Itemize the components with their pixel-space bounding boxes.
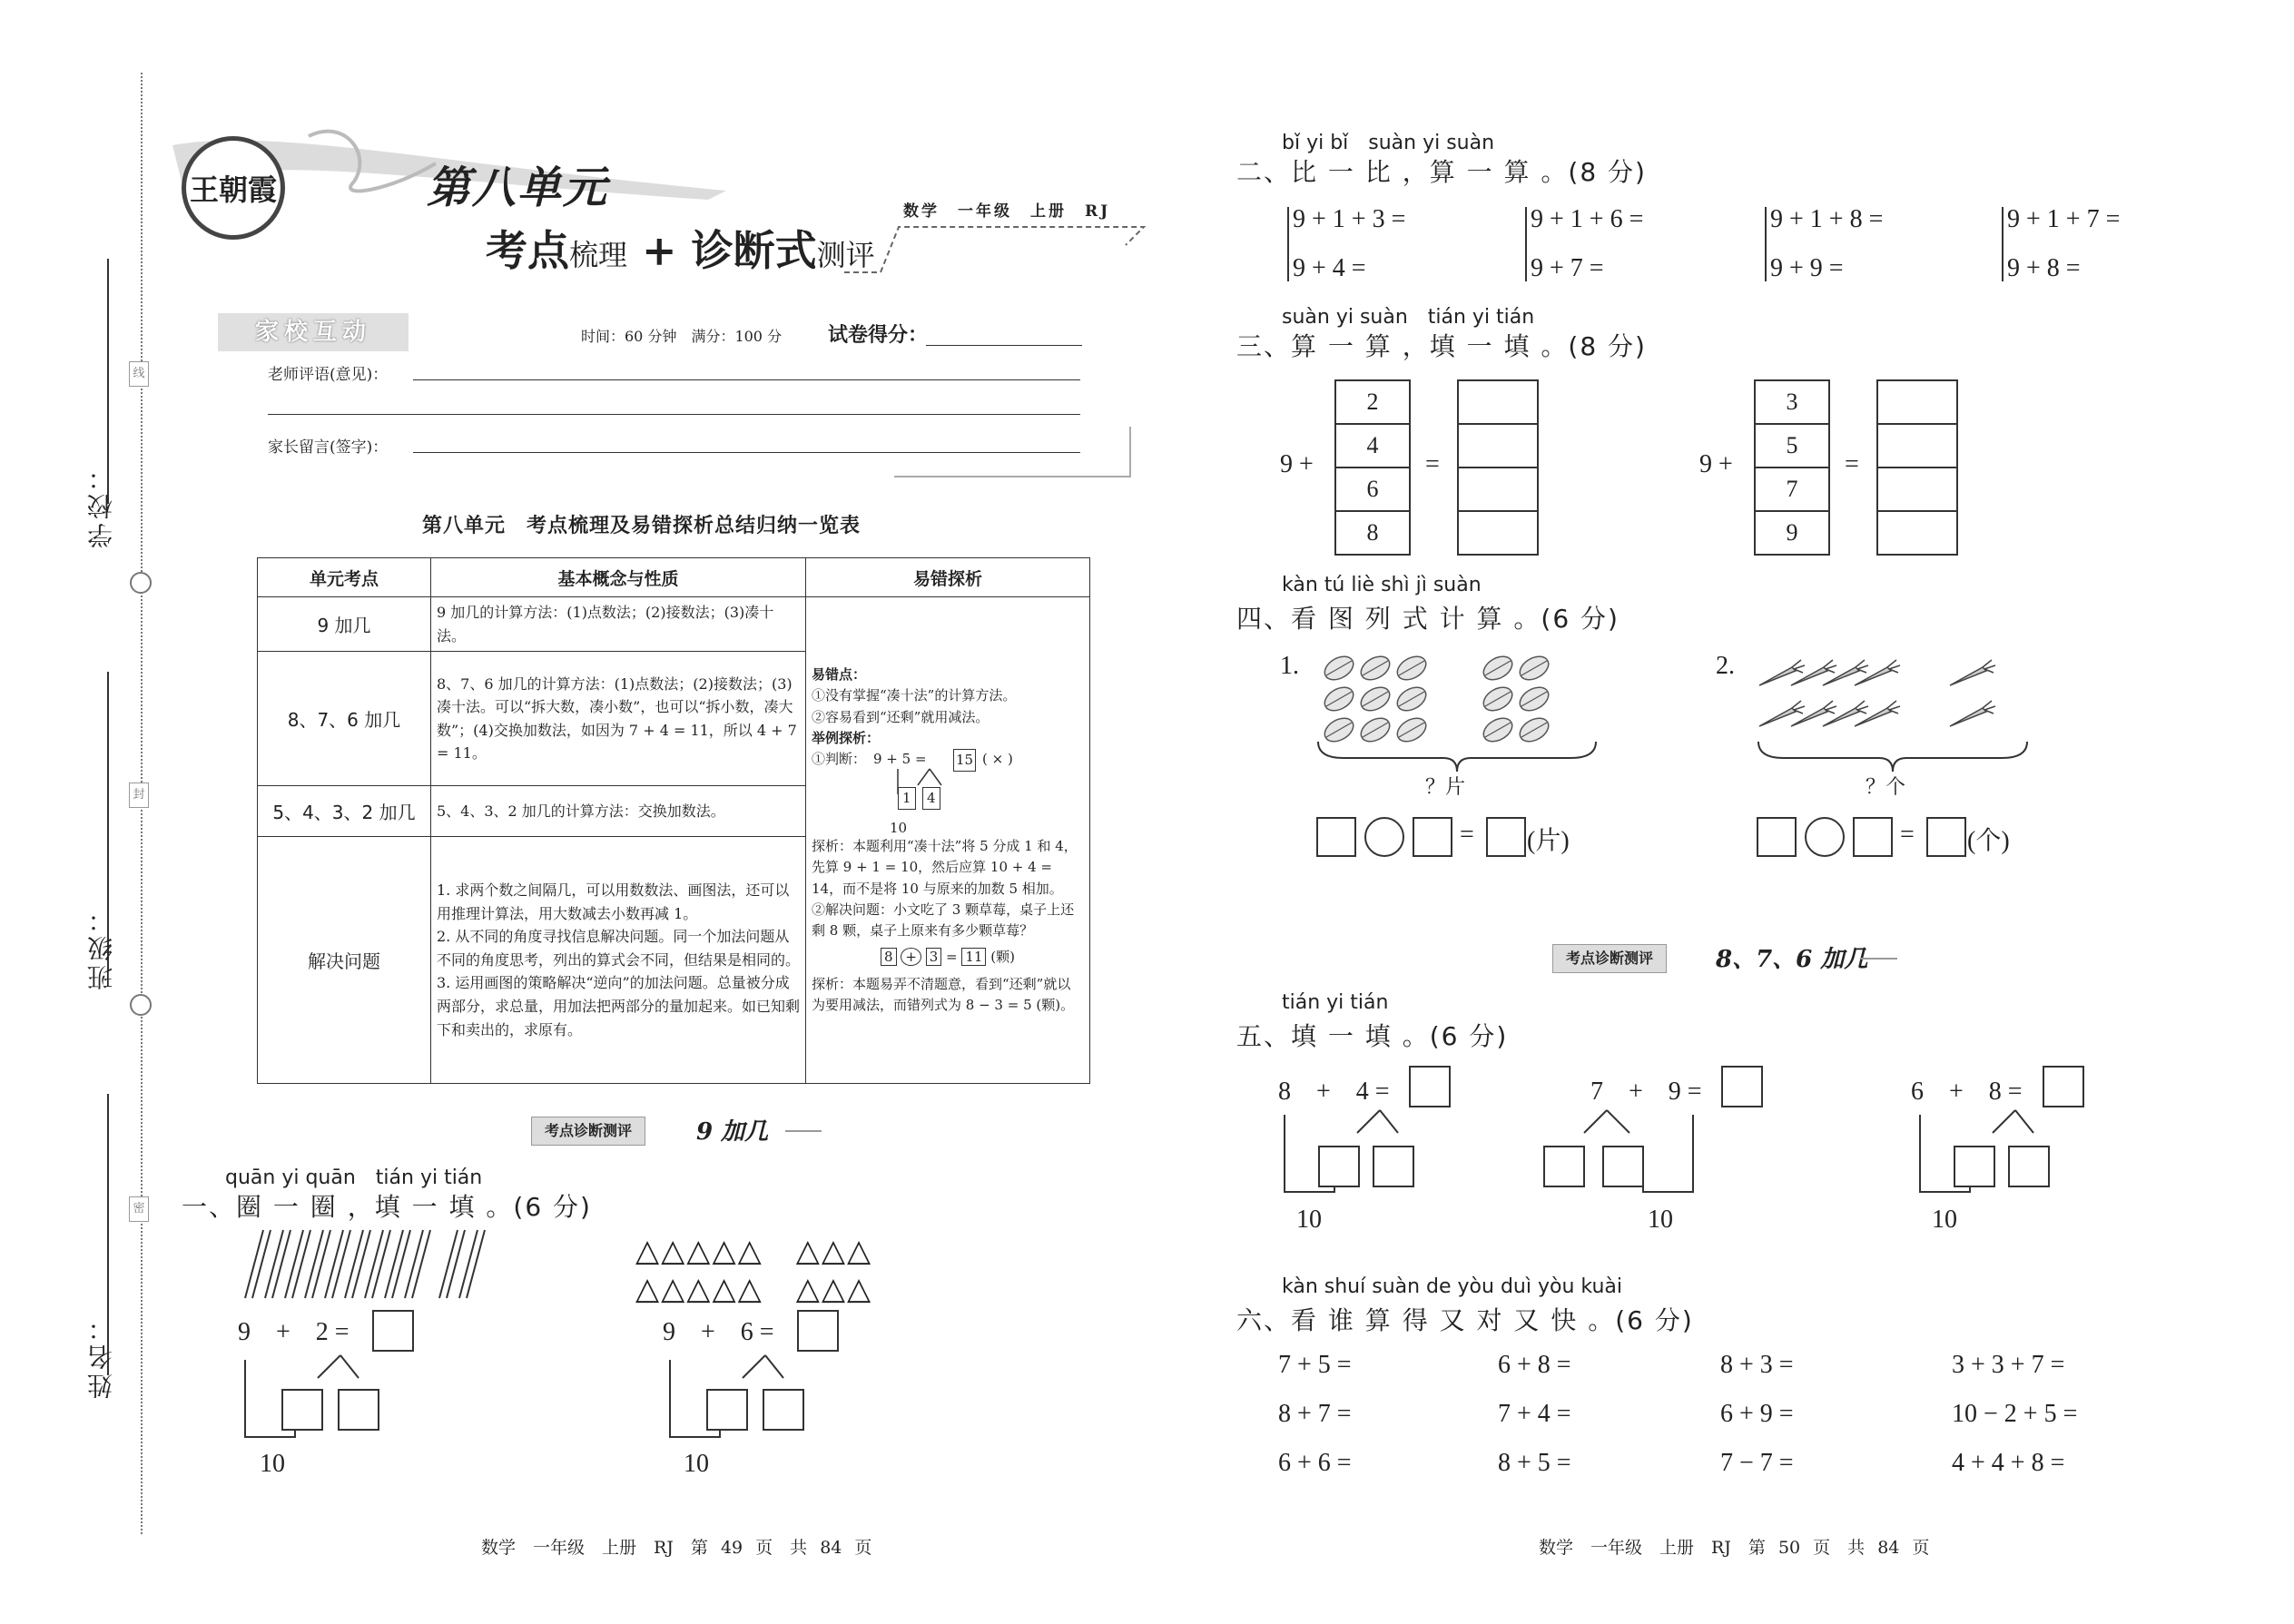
error-point-1: ①没有掌握“凑十法”的计算方法。 (812, 687, 1017, 704)
q5-split-box-2a[interactable] (1543, 1146, 1585, 1187)
q3-addend: 9 (1786, 519, 1798, 546)
q3-addend: 6 (1336, 468, 1409, 512)
q2-title: 二、比 一 比 ，算 一 算 。(8 分) (1236, 157, 1647, 187)
prob-a: 8 (881, 948, 897, 966)
prob-ans: 11 (961, 948, 986, 966)
q4-box-1b[interactable] (1413, 817, 1452, 857)
concept-item: 3. 运用画图的策略解决“逆向”的加法问题。总量被分成两部分，求总量，用加法把两部分的量加起来。如已知剩下和卖出的，求原有。 (437, 974, 801, 1038)
q4-equals-1: = (1460, 821, 1474, 849)
q5-ten-1: 10 (1296, 1206, 1322, 1234)
sub-title-main2: 诊断式 (691, 226, 817, 275)
banner-arrow (785, 1130, 822, 1132)
q1-split-box-1b[interactable] (338, 1389, 379, 1431)
q1-pinyin: quān yi quān tián yi tián (225, 1166, 483, 1189)
q5-answer-box-2[interactable] (1721, 1066, 1763, 1107)
error-analysis-cell (806, 597, 1090, 1084)
triangles-row-2: △△△△△ △△△ (635, 1273, 873, 1306)
publisher-logo: 王朝霞 (182, 136, 285, 240)
q2-eq: 9 + 1 + 3 = (1293, 205, 1406, 233)
q2-eq: 9 + 8 = (2007, 254, 2081, 282)
sub-title-small2: 测评 (816, 238, 875, 272)
school-label: 学校： (86, 461, 116, 548)
banner-topic: 8、7、6 加几 (1716, 946, 1868, 973)
q4-ask-2: ？个 (1866, 775, 1906, 798)
q2-bar-1 (1287, 207, 1289, 281)
q1-ten-1: 10 (260, 1450, 285, 1478)
q1-answer-box-2[interactable] (797, 1310, 839, 1352)
prob-b: 3 (926, 948, 942, 966)
q3-title: 三、算 一 算 ，填 一 填 。(8 分) (1236, 331, 1647, 361)
judge-split-2: 4 (922, 787, 940, 810)
q1-split-box-2b[interactable] (763, 1389, 804, 1431)
teacher-comment-line-1[interactable] (413, 379, 1080, 380)
q3-answer-cell[interactable] (1459, 381, 1537, 425)
teacher-comment-line-2[interactable] (268, 414, 1080, 415)
q6-expression: 8 + 7 = (1278, 1400, 1352, 1428)
q6-expression: 8 + 3 = (1720, 1351, 1794, 1379)
concept-cell (431, 837, 806, 1084)
q2-pinyin: bǐ yi bǐ suàn yi suàn (1282, 132, 1495, 154)
q3-addend: 3 (1756, 381, 1828, 425)
q5-pinyin: tián yi tián (1282, 991, 1389, 1014)
header-cell-error: 易错探析 (806, 558, 1090, 597)
q5-answer-box-3[interactable] (2043, 1066, 2084, 1107)
q3-answer-cell[interactable] (1878, 425, 1956, 468)
concept-item: 2. 从不同的角度寻找信息解决问题。同一个加法问题从不同的角度思考，列出的算式会不同，但结果是相同的。 (437, 928, 801, 969)
q5-split-box-3a[interactable] (1954, 1146, 1995, 1187)
q3-answer-column-2 (1876, 379, 1958, 556)
point-cell: 5、4、3、2 加几 (258, 786, 431, 837)
q5-split-box-1b[interactable] (1373, 1146, 1414, 1187)
sticks-picture (234, 1225, 488, 1303)
q4-ask-1: ？片 (1425, 775, 1466, 798)
binding-tag-line: 线 (129, 361, 149, 387)
q3-pinyin: suàn yi suàn tián yi tián (1282, 306, 1535, 329)
q3-answer-cell[interactable] (1878, 468, 1956, 512)
q3-prefix-1: 9 + (1280, 450, 1314, 478)
q3-equals-1: = (1425, 450, 1440, 478)
q5-title: 五、填 一 填 。(6 分) (1236, 1021, 1509, 1051)
q3-equals-2: = (1845, 450, 1859, 478)
score-label: 试卷得分： (828, 323, 929, 347)
q5-answer-box-1[interactable] (1409, 1066, 1451, 1107)
q2-eq: 9 + 1 + 8 = (1770, 205, 1884, 233)
banner-topic: 9 加几 (696, 1118, 769, 1146)
concept-item: 1. 求两个数之间隔几，可以用数数法、画图法，还可以用推理计算法，用大数减去小数再减 1。 (437, 881, 790, 922)
q3-addend-column-2 (1754, 379, 1830, 556)
judge-example (812, 749, 1084, 836)
q2-eq: 9 + 1 + 7 = (2007, 205, 2121, 233)
sub-title-main: 考点 (486, 226, 569, 275)
point-cell: 9 加几 (258, 597, 431, 652)
q6-expression: 7 + 5 = (1278, 1351, 1352, 1379)
binding-hole-2 (130, 994, 152, 1016)
unit-title: 第八单元 (427, 162, 609, 213)
q5-split-box-1a[interactable] (1318, 1146, 1360, 1187)
q3-answer-cell[interactable] (1459, 468, 1537, 512)
header-cell-point: 单元考点 (258, 558, 431, 597)
concept-cell: 9 加几的计算方法：(1)点数法；(2)接数法；(3)凑十法。 (431, 597, 806, 652)
judge-split-lines (880, 767, 952, 794)
binding-tag-seal: 封 (129, 782, 149, 808)
q3-answer-cell[interactable] (1459, 512, 1537, 554)
q6-expression: 7 − 7 = (1720, 1449, 1794, 1477)
q3-prefix-2: 9 + (1699, 450, 1733, 478)
teacher-comment-label: 老师评语(意见)： (268, 366, 389, 384)
q4-answer-box-1[interactable] (1486, 817, 1526, 857)
analysis-2: 探析：本题易弄不清题意，看到“还剩”就以为要用减法，而错列式为 8 − 3 = 5 (颗)。 (812, 975, 1075, 1013)
judge-split-1: 1 (898, 787, 916, 810)
table-row (258, 597, 1090, 652)
q4-title: 四、看 图 列 式 计 算 。(6 分) (1236, 604, 1620, 634)
error-point-2: ②容易看到“还剩”就用减法。 (812, 708, 989, 725)
q2-eq: 9 + 4 = (1293, 254, 1366, 282)
section-banner-9 (531, 1117, 822, 1146)
sub-title-plus: + (642, 226, 677, 275)
q1-split-box-1a[interactable] (281, 1389, 323, 1431)
prob-eq: = (946, 949, 958, 966)
q3-answer-cell[interactable] (1459, 425, 1537, 468)
q4-box-1a[interactable] (1316, 817, 1356, 857)
q1-answer-box-1[interactable] (372, 1310, 414, 1352)
q1-split-box-2a[interactable] (706, 1389, 748, 1431)
q2-bar-3 (1765, 207, 1767, 281)
banner-label: 考点诊断测评 (531, 1117, 645, 1146)
banner-arrow (1861, 958, 1897, 960)
q4-box-2a[interactable] (1757, 817, 1797, 857)
header-dash-line (844, 209, 1153, 290)
sub-title (486, 218, 875, 278)
banner-label: 考点诊断测评 (1552, 944, 1667, 973)
q3-addend: 7 (1756, 468, 1828, 512)
prob-unit: (颗) (990, 949, 1015, 966)
q4-operator-circle-1[interactable] (1364, 817, 1404, 857)
q5-equation: 7 + 9 = (1590, 1078, 1702, 1106)
subject-tag: 数学 一年级 上册 RJ (903, 202, 1111, 221)
judge-mark: ( × ) (982, 751, 1013, 768)
summary-table (257, 557, 1090, 1084)
sub-title-small1: 梳理 (569, 238, 628, 272)
concept-cell: 5、4、3、2 加几的计算方法：交换加数法。 (431, 786, 806, 837)
q6-expression: 7 + 4 = (1498, 1400, 1571, 1428)
q4-number-2: 2. (1716, 652, 1735, 680)
q6-expression: 10 − 2 + 5 = (1952, 1400, 2078, 1428)
q3-addend: 2 (1336, 381, 1409, 425)
q3-answer-column-1 (1457, 379, 1539, 556)
q4-number-1: 1. (1280, 652, 1299, 680)
q4-equals-2: = (1900, 821, 1915, 849)
q3-answer-cell[interactable] (1878, 512, 1956, 554)
parent-comment-label: 家长留言(签字)： (268, 438, 389, 457)
q2-bar-4 (2002, 207, 2004, 281)
judge-ten: 10 (890, 820, 908, 837)
binding-tag-secret: 密 (129, 1196, 149, 1222)
brace-2 (1757, 740, 2029, 776)
q4-answer-box-2[interactable] (1926, 817, 1966, 857)
carrots-picture (1757, 652, 2011, 743)
q6-expression: 6 + 6 = (1278, 1449, 1352, 1477)
q6-expression: 3 + 3 + 7 = (1952, 1351, 2065, 1379)
q4-pinyin: kàn tú liè shì jì suàn (1282, 574, 1482, 596)
brace-1 (1316, 740, 1598, 776)
q6-expression: 4 + 4 + 8 = (1952, 1449, 2065, 1477)
header-cell-concept: 基本概念与性质 (431, 558, 806, 597)
class-label: 班级： (86, 903, 116, 990)
q1-equation-2: 9 + 6 = (663, 1318, 774, 1346)
q2-eq: 9 + 1 + 6 = (1531, 205, 1644, 233)
judge-label: ①判断： (812, 751, 867, 768)
point-cell: 解决问题 (258, 837, 431, 1084)
q4-operator-circle-2[interactable] (1805, 817, 1845, 857)
q6-expression: 6 + 9 = (1720, 1400, 1794, 1428)
q6-pinyin: kàn shuí suàn de yòu duì yòu kuài (1282, 1275, 1622, 1298)
section-banner-876 (1552, 944, 1897, 973)
q1-equation-1: 9 + 2 = (238, 1318, 350, 1346)
family-school-tag: 家校互动 (218, 313, 409, 351)
page-footer-left: 数学 一年级 上册 RJ 第 49 页 共 84 页 (481, 1538, 872, 1558)
name-label: 姓名： (86, 1312, 116, 1399)
triangles-row-1: △△△△△ △△△ (635, 1235, 873, 1268)
q1-title: 一、圈 一 圈 ，填 一 填 。(6 分) (182, 1192, 592, 1222)
q4-unit-2: (个) (1967, 827, 2010, 855)
problem-equation (812, 947, 1084, 968)
q5-split-box-3b[interactable] (2008, 1146, 2050, 1187)
time-info: 时间：60 分钟 满分：100 分 (581, 328, 783, 345)
q3-addend: 5 (1756, 425, 1828, 468)
error-head: 易错点： (812, 666, 867, 684)
q2-bar-2 (1525, 207, 1527, 281)
summary-table-title: 第八单元 考点梳理及易错探析总结归纳一览表 (422, 514, 861, 537)
q5-equation: 8 + 4 = (1278, 1078, 1390, 1106)
summary-header-row (258, 558, 1090, 597)
binding-hole-1 (130, 572, 152, 594)
q5-ten-2: 10 (1648, 1206, 1673, 1234)
prob-op: + (901, 948, 921, 966)
analysis-1: 探析：本题利用“凑十法”将 5 分成 1 和 4，先算 9 + 1 = 10，然后应算 10 + 4 = 14，而不是将 10 与原来的加数 5 相加。 (812, 838, 1078, 897)
judge-equation: 9 + 5 = (873, 751, 927, 768)
q5-ten-3: 10 (1932, 1206, 1957, 1234)
page-footer-right: 数学 一年级 上册 RJ 第 50 页 共 84 页 (1539, 1538, 1930, 1558)
q2-eq: 9 + 9 = (1770, 254, 1844, 282)
example-head: 举例探析： (812, 729, 881, 746)
q3-addend: 8 (1366, 519, 1379, 546)
score-blank[interactable] (926, 345, 1082, 346)
q5-equation: 6 + 8 = (1911, 1078, 2023, 1106)
q6-expression: 6 + 8 = (1498, 1351, 1571, 1379)
q3-answer-cell[interactable] (1878, 381, 1956, 425)
problem-text: ②解决问题：小文吃了 3 颗草莓，桌子上还剩 8 颗，桌子上原来有多少颗草莓？ (812, 901, 1075, 940)
q6-expression: 8 + 5 = (1498, 1449, 1571, 1477)
q3-addend: 4 (1336, 425, 1409, 468)
point-cell: 8、7、6 加几 (258, 652, 431, 786)
q1-ten-2: 10 (684, 1450, 709, 1478)
q4-unit-1: (片) (1527, 827, 1570, 855)
q4-box-2b[interactable] (1853, 817, 1893, 857)
q5-split-box-2b[interactable] (1602, 1146, 1644, 1187)
q6-title: 六、看 谁 算 得 又 对 又 快 。(6 分) (1236, 1305, 1694, 1335)
q3-addend-column-1 (1334, 379, 1411, 556)
q2-eq: 9 + 7 = (1531, 254, 1604, 282)
judge-answer-box: 15 (953, 749, 976, 772)
family-corner-decoration (894, 427, 1139, 481)
concept-cell: 8、7、6 加几的计算方法：(1)点数法；(2)接数法；(3)凑十法。可以“拆大数，凑小数”，也可以“拆小数，凑大数”；(4)交换加数法，如因为 7 + 4 = 11，所以 4 + 7 = 11。 (431, 652, 806, 786)
